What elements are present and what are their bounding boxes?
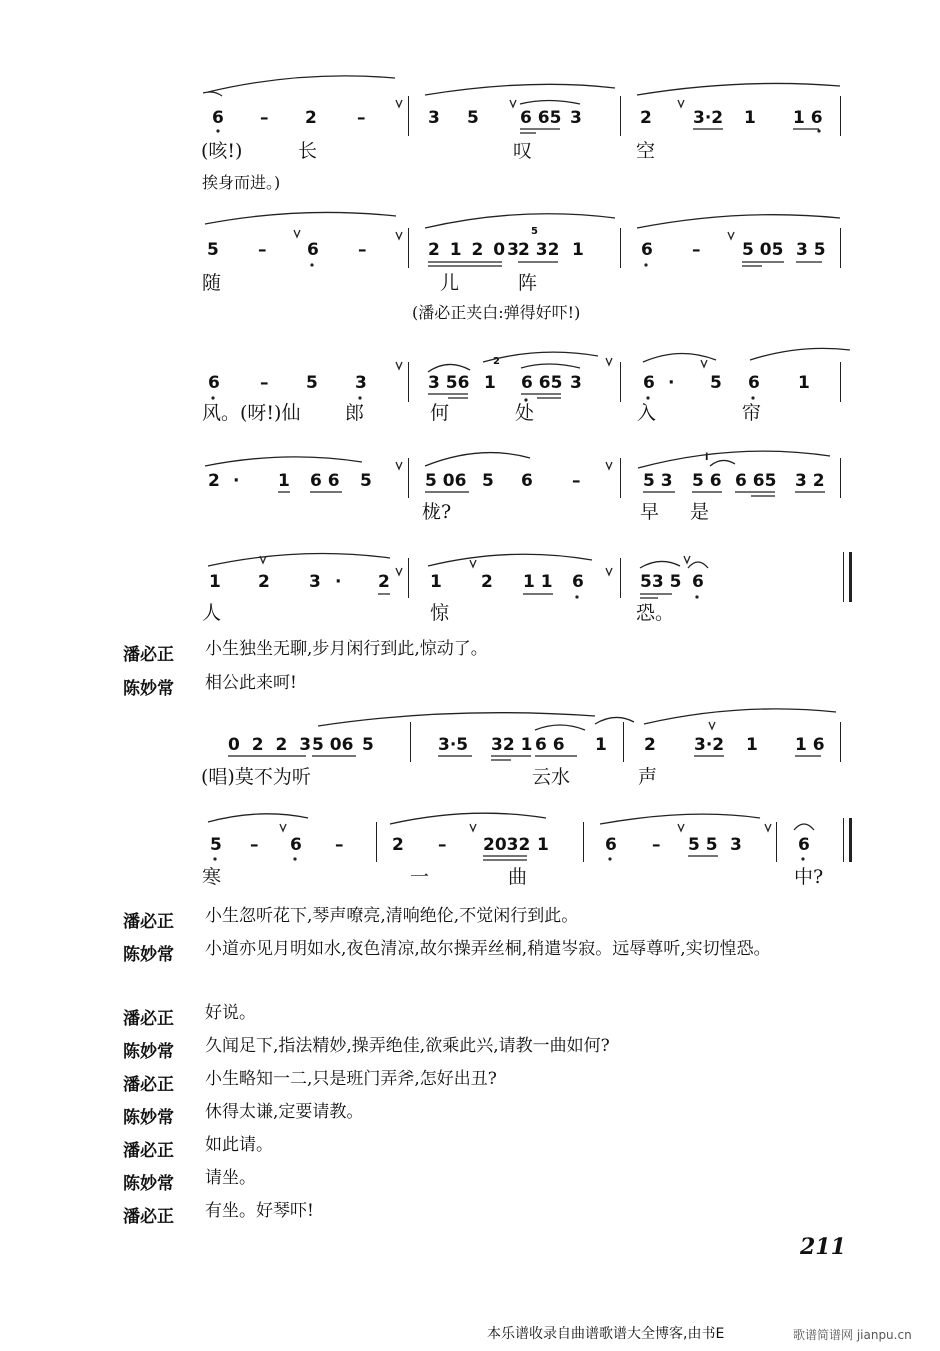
note: 5 06 [425,471,467,491]
note: 6 65 [735,471,777,491]
low-octave-dot [211,396,214,399]
speech-line: 如此请。 [205,1135,273,1155]
lyric: 寒 [202,866,222,888]
note: – [260,373,269,393]
lyric: 栊? [422,501,452,523]
lyric: 阵 [518,272,538,294]
note: 2 [378,572,390,592]
speech-line: 相公此来呵! [205,673,297,693]
low-octave-dot [216,129,219,132]
note: 1 [278,471,290,491]
low-octave-dot [575,595,578,598]
speaker-name: 潘必正 [123,1141,174,1161]
speech-line: 休得太谦,定要请教。 [205,1102,364,1122]
low-octave-dot [751,396,754,399]
lyric: 惊 [430,602,450,624]
note: 2 32 [518,240,560,260]
note: 6 [307,240,319,260]
speech-line: 有坐。好琴吓! [205,1201,314,1221]
lyric: 长 [298,140,318,162]
note: 1 [430,572,442,592]
note: 1 [595,735,607,755]
note: 1 1 [523,572,553,592]
note: – [260,108,269,128]
note: 3·5 [438,735,469,755]
note: 5 [482,471,494,491]
note: 1 [744,108,756,128]
note: · [233,471,240,491]
note: 2 [640,108,652,128]
note: – [572,471,581,491]
note: 6 [798,835,810,855]
note: 2 [392,835,404,855]
low-octave-dot [801,857,804,860]
footer-text: 本乐谱收录自曲谱歌谱大全博客,由书E [487,1326,725,1342]
note: 6 [692,572,704,592]
page-number: 211 [800,1234,846,1260]
low-octave-dot [310,263,313,266]
note: – [358,240,367,260]
note: 6 [290,835,302,855]
note: 6 65 [520,108,562,128]
speaker-name: 陈妙常 [123,945,174,965]
low-octave-dot [524,398,527,401]
note: 1 6 [795,735,825,755]
note: 1 6 [793,108,823,128]
speech-line: 好说。 [205,1003,256,1023]
note: 1 [798,373,810,393]
note: 5 3 [643,471,673,491]
speaker-name: 潘必正 [123,1009,174,1029]
note: 5 [360,471,372,491]
note: 6 [212,108,224,128]
note: 1 [572,240,584,260]
note: 5 06 [312,735,354,755]
stage-direction: 挨身而进。) [202,173,281,192]
note: 1 [746,735,758,755]
note: 3 2 [795,471,825,491]
speaker-name: 潘必正 [123,1075,174,1095]
note: 3 [730,835,742,855]
note: 2 [305,108,317,128]
note: 3 5 [796,240,826,260]
note: · [668,373,675,393]
low-octave-dot [213,857,216,860]
note: 2032 [483,835,531,855]
note: 5 [306,373,318,393]
note: 6 [521,471,533,491]
lyric: (唱)莫不为听 [201,766,311,788]
lyric: 郎 [345,402,365,424]
note: 6 6 [310,471,340,491]
speech-line: 小生略知一二,只是班门弄斧,怎好出丑? [205,1069,497,1089]
note: – [258,240,267,260]
lyric: 一 [410,866,430,888]
note: 6 [748,373,760,393]
grace-note: 2 [493,356,500,367]
lyric: 空 [636,140,656,162]
note: 2 [258,572,270,592]
note: 6 [572,572,584,592]
low-octave-dot [817,129,820,132]
grace-note: 5 [531,226,538,237]
note: 3·2 [693,108,724,128]
lyric: 叹 [513,140,533,162]
note: 6 [643,373,655,393]
note: 2 [644,735,656,755]
speech-line: 请坐。 [205,1168,256,1188]
lyric: 早 [640,501,660,523]
lyric: 何 [430,402,450,424]
note: 3 [309,572,321,592]
lyric: 帘 [742,402,762,424]
note: 6 65 [521,373,563,393]
lyric: 入 [637,402,657,424]
note: 2 [481,572,493,592]
note: – [652,835,661,855]
aside-line: (潘必正夹白:弹得好吓!) [412,303,581,322]
lyric: 人 [202,602,222,624]
speech-line: 久闻足下,指法精妙,操弄绝佳,欲乘此兴,请教一曲如何? [205,1036,610,1056]
note: 3·2 [694,735,725,755]
watermark-logo: 歌谱简谱网 jianpu.cn [793,1328,912,1342]
lyric: 处 [515,402,535,424]
note: – [692,240,701,260]
note: 1 [537,835,549,855]
note: 5 [207,240,219,260]
lyric: 恐。 [636,602,675,624]
note: 5 [467,108,479,128]
lyric: 曲 [508,866,528,888]
note: – [250,835,259,855]
low-octave-dot [646,396,649,399]
note: 3 [428,108,440,128]
lyric: 云水 [532,766,571,788]
grace-note: i [705,452,709,463]
speaker-name: 潘必正 [123,912,174,932]
note: 6 [605,835,617,855]
lyric: 是 [690,501,710,523]
note: 5 [362,735,374,755]
speaker-name: 潘必正 [123,1207,174,1227]
low-octave-dot [358,396,361,399]
note: 1 [209,572,221,592]
lyric: 中? [794,866,824,888]
note: 5 [210,835,222,855]
speaker-name: 陈妙常 [123,1042,174,1062]
note: – [357,108,366,128]
note: 6 [641,240,653,260]
speech-line: 小生忽听花下,琴声嘹亮,清响绝伦,不觉闲行到此。 [205,906,579,926]
note: 1 [484,373,496,393]
lyric: 儿 [440,272,460,294]
note: – [335,835,344,855]
note: 5 [710,373,722,393]
lyric: (咳!) [201,140,243,162]
note: 53 5 [640,572,682,592]
note: 2 1 2 03 [428,240,521,260]
note: 2 [208,471,220,491]
note: 6 [208,373,220,393]
note: 32 1 [491,735,533,755]
low-octave-dot [644,263,647,266]
note: 6 6 [535,735,565,755]
note: 5 6 [692,471,722,491]
note: 5 05 [742,240,784,260]
speaker-name: 陈妙常 [123,1108,174,1128]
note: 3 56 [428,373,470,393]
speaker-name: 潘必正 [123,645,174,665]
note: 3 [570,108,582,128]
note: · [335,572,342,592]
speaker-name: 陈妙常 [123,1174,174,1194]
lyric: 声 [638,766,658,788]
speech-line: 小生独坐无聊,步月闲行到此,惊动了。 [205,639,488,659]
low-octave-dot [608,857,611,860]
note: – [438,835,447,855]
speaker-name: 陈妙常 [123,679,174,699]
note: 5 5 [688,835,718,855]
low-octave-dot [293,857,296,860]
note: 3 [355,373,367,393]
lyric: 风。(呀!)仙 [202,402,301,424]
speech-line: 小道亦见月明如水,夜色清凉,故尔操弄丝桐,稍遣岑寂。远辱尊听,实切惶恐。 [205,939,771,959]
note: 3 [570,373,582,393]
low-octave-dot [695,595,698,598]
lyric: 随 [202,272,222,294]
note: 0 2 2 3 [228,735,315,755]
